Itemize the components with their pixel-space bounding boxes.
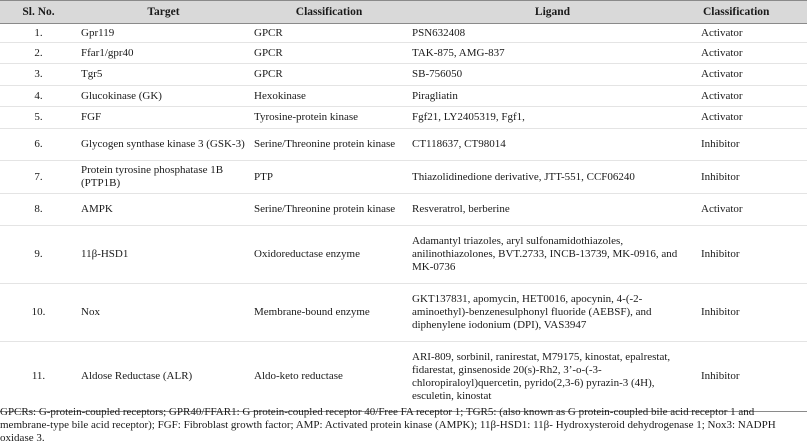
- cell-sl: 5.: [0, 107, 77, 129]
- cell-classification: Serine/Threonine protein kinase: [250, 129, 408, 161]
- table-footnote: GPCRs: G-protein-coupled receptors; GPR40/FFAR1: G protein-coupled receptor 40/Free FA receptor 1; TGR5: (also known as G protein-coupled bile acid receptor 1 and membrane-type bile acid receptor); FGF: Fibroblast growth factor; AMP: Activated protein kinase (AMPK); 11β-HSD1: 11β- Hydroxysteroid dehydrogenase 1; Nox3: NADPH oxidase 3.: [0, 406, 776, 444]
- cell-sl: 9.: [0, 226, 77, 284]
- cell-classification: PTP: [250, 161, 408, 194]
- cell-target: AMPK: [77, 194, 250, 226]
- cell-ligand: CT118637, CT98014: [408, 129, 697, 161]
- cell-target: Tgr5: [77, 64, 250, 86]
- cell-target: Glucokinase (GK): [77, 86, 250, 107]
- cell-action: Activator: [697, 64, 807, 86]
- cell-ligand: Piragliatin: [408, 86, 697, 107]
- cell-classification: GPCR: [250, 43, 408, 64]
- cell-action: Inhibitor: [697, 161, 807, 194]
- cell-classification: Membrane-bound enzyme: [250, 284, 408, 342]
- table-row: [0, 107, 807, 129]
- cell-classification: Tyrosine-protein kinase: [250, 107, 408, 129]
- table-row: [0, 64, 807, 86]
- cell-ligand: Fgf21, LY2405319, Fgf1,: [408, 107, 697, 129]
- cell-ligand: SB-756050: [408, 64, 697, 86]
- table-row: [0, 129, 807, 161]
- table-row: [0, 161, 807, 194]
- header-target: Target: [77, 1, 250, 24]
- cell-classification: Oxidoreductase enzyme: [250, 226, 408, 284]
- cell-classification: Aldo-keto reductase: [250, 342, 408, 412]
- cell-action: Activator: [697, 194, 807, 226]
- table-row: [0, 194, 807, 226]
- cell-target: Aldose Reductase (ALR): [77, 342, 250, 412]
- header-classification: Classification: [250, 1, 408, 24]
- cell-ligand: GKT137831, apomycin, HET0016, apocynin, 4-(-2-aminoethyl)-benzenesulphonyl fluoride (AEBSF), and diphenylene iodonium (DPI), VAS3947: [408, 284, 697, 342]
- cell-action: Activator: [697, 43, 807, 64]
- header-ligand: Ligand: [408, 1, 697, 24]
- cell-sl: 1.: [0, 24, 77, 43]
- table-header-row: [0, 1, 807, 24]
- cell-sl: 6.: [0, 129, 77, 161]
- cell-target: Nox: [77, 284, 250, 342]
- table-row: [0, 226, 807, 284]
- cell-action: Activator: [697, 107, 807, 129]
- table-row: [0, 43, 807, 64]
- cell-action: Inhibitor: [697, 129, 807, 161]
- cell-sl: 8.: [0, 194, 77, 226]
- cell-target: Protein tyrosine phosphatase 1B (PTP1B): [77, 161, 250, 194]
- cell-sl: 3.: [0, 64, 77, 86]
- table-row: [0, 284, 807, 342]
- cell-classification: GPCR: [250, 64, 408, 86]
- cell-target: Gpr119: [77, 24, 250, 43]
- cell-classification: Serine/Threonine protein kinase: [250, 194, 408, 226]
- cell-sl: 10.: [0, 284, 77, 342]
- cell-ligand: PSN632408: [408, 24, 697, 43]
- cell-action: Activator: [697, 86, 807, 107]
- cell-ligand: Thiazolidinedione derivative, JTT-551, CCF06240: [408, 161, 697, 194]
- cell-sl: 11.: [0, 342, 77, 412]
- table-row: [0, 342, 807, 412]
- cell-classification: Hexokinase: [250, 86, 408, 107]
- cell-target: Glycogen synthase kinase 3 (GSK-3): [77, 129, 250, 161]
- cell-sl: 7.: [0, 161, 77, 194]
- header-sl-no: Sl. No.: [0, 1, 77, 24]
- cell-target: 11β-HSD1: [77, 226, 250, 284]
- cell-action: Inhibitor: [697, 226, 807, 284]
- header-action-classification: Classification: [697, 1, 807, 24]
- table-row: [0, 24, 807, 43]
- cell-target: Ffar1/gpr40: [77, 43, 250, 64]
- cell-action: Activator: [697, 24, 807, 43]
- cell-ligand: TAK-875, AMG-837: [408, 43, 697, 64]
- cell-ligand: Adamantyl triazoles, aryl sulfonamidothiazoles, anilinothiazolones, BVT.2733, INCB-13739, MK-0916, and MK-0736: [408, 226, 697, 284]
- cell-ligand: Resveratrol, berberine: [408, 194, 697, 226]
- cell-target: FGF: [77, 107, 250, 129]
- cell-ligand: ARI-809, sorbinil, ranirestat, M79175, kinostat, epalrestat, fidarestat, ginsenoside 20(s)-Rh2, 3’-o-(-3-chloropiraloyl)quercetin, pyrido(2,3-6) pyrazin-3 (4H), esculetin, kinostat: [408, 342, 697, 412]
- cell-classification: GPCR: [250, 24, 408, 43]
- cell-sl: 4.: [0, 86, 77, 107]
- table-row: [0, 86, 807, 107]
- cell-sl: 2.: [0, 43, 77, 64]
- cell-action: Inhibitor: [697, 342, 807, 412]
- cell-action: Inhibitor: [697, 284, 807, 342]
